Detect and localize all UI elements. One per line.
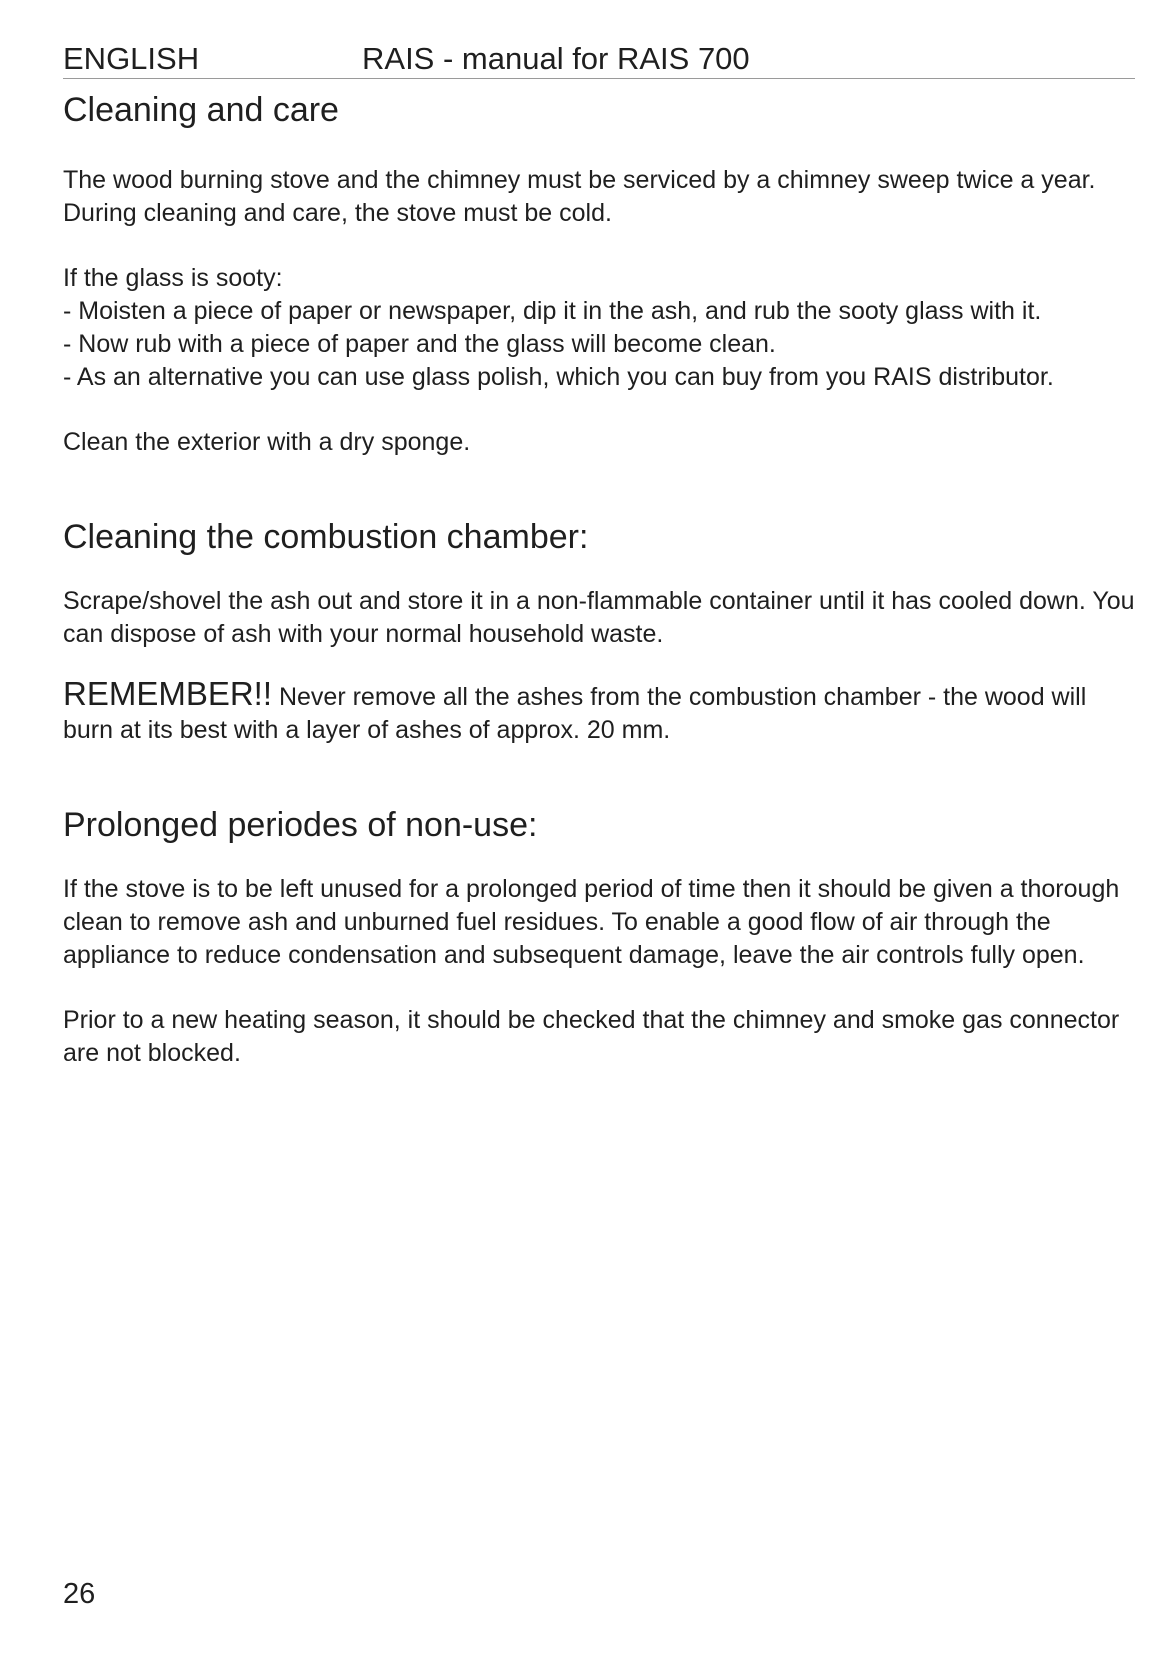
page-header bbox=[63, 40, 1135, 79]
exterior-cleaning-paragraph: Clean the exterior with a dry sponge. bbox=[63, 428, 471, 456]
page-content bbox=[63, 88, 1135, 1070]
list-item: - Now rub with a piece of paper and the glass will become clean. bbox=[63, 330, 776, 358]
header-language: ENGLISH bbox=[63, 41, 200, 76]
glass-sooty-lead: If the glass is sooty: bbox=[63, 264, 283, 292]
cleaning-intro-paragraph: The wood burning stove and the chimney must be serviced by a chimney sweep twice a year. During cleaning and care, the stove must be cold. bbox=[63, 166, 1096, 227]
list-item: - As an alternative you can use glass polish, which you can buy from you RAIS distributor. bbox=[63, 363, 1054, 391]
section-heading-non-use: Prolonged periodes of non-use: bbox=[63, 806, 538, 844]
glass-cleaning-steps bbox=[63, 295, 1135, 394]
combustion-paragraph: Scrape/shovel the ash out and store it in a non-flammable container until it has cooled down. You can dispose of ash with your normal household waste. bbox=[63, 587, 1135, 648]
remember-label: REMEMBER!! bbox=[63, 675, 273, 712]
page-number: 26 bbox=[63, 1578, 96, 1610]
non-use-paragraph: If the stove is to be left unused for a prolonged period of time then it should be given a thorough clean to remove ash and unburned fuel residues. To enable a good flow of air through the appliance to reduce condensation and subsequent damage, leave the air controls fully open. bbox=[63, 875, 1120, 969]
section-heading-cleaning-and-care: Cleaning and care bbox=[63, 91, 339, 129]
list-item: - Moisten a piece of paper or newspaper, dip it in the ash, and rub the sooty glass with it. bbox=[63, 297, 1042, 325]
remember-text: Never remove all the ashes from the combustion chamber - the wood will burn at its best with a layer of ashes of approx. 20 mm. bbox=[63, 683, 1087, 744]
heating-season-paragraph: Prior to a new heating season, it should be checked that the chimney and smoke gas connector are not blocked. bbox=[63, 1006, 1120, 1067]
header-title: RAIS - manual for RAIS 700 bbox=[362, 41, 750, 76]
section-heading-combustion-chamber: Cleaning the combustion chamber: bbox=[63, 518, 589, 556]
remember-note bbox=[63, 677, 1135, 747]
